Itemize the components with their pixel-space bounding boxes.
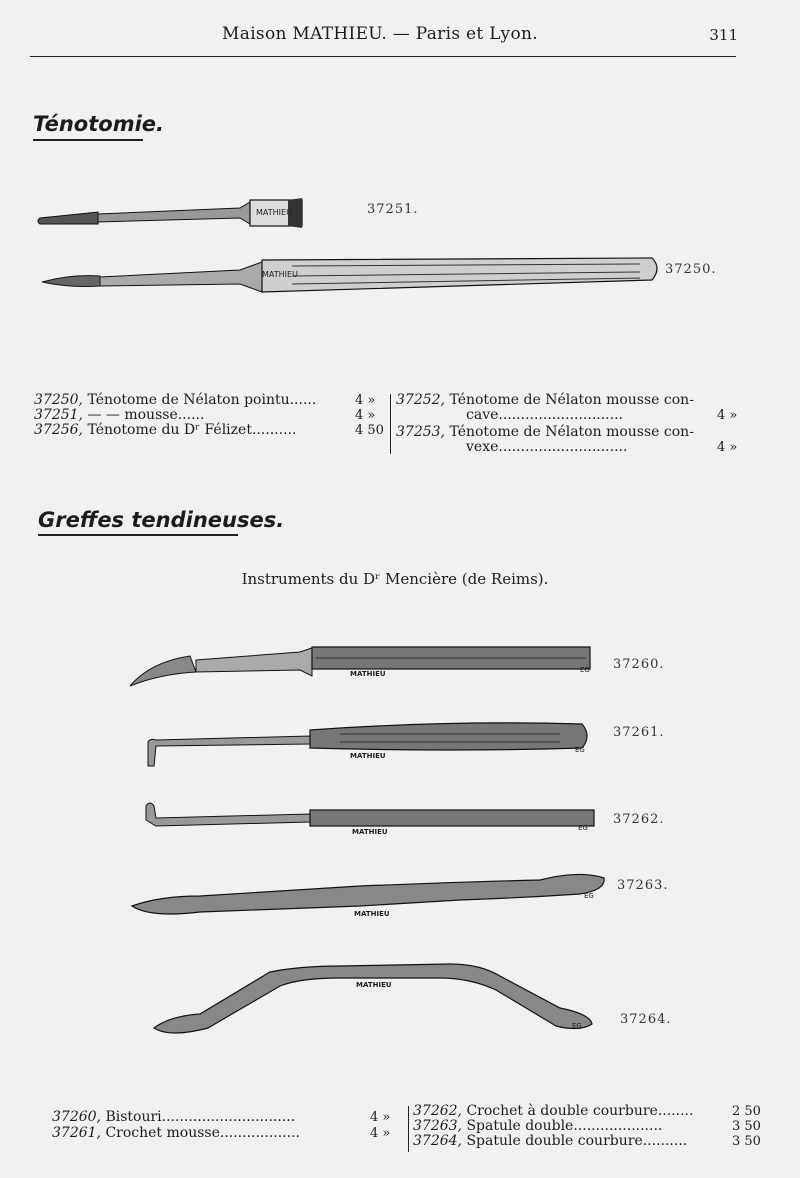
engraving-37260: MATHIEU [350,670,386,678]
figure-ref-37250: 37250. [665,262,717,277]
item-price: 2 50 [732,1104,761,1119]
engraving-37264: MATHIEU [356,981,392,989]
item-price: 4 » [717,408,738,423]
maker-mark-37264: EG [572,1022,582,1030]
catalog-item [52,1110,295,1125]
catalog-item [396,425,694,440]
item-price: 4 » [370,1110,391,1125]
catalog-item [413,1119,662,1134]
section-title-tenotomie: Ténotomie. [33,112,165,136]
maker-mark-37261: EG [575,746,585,754]
item-number: 37261, [52,1125,101,1141]
figure-ref-37262: 37262. [613,812,665,827]
crochet-37262-illustration [146,803,594,826]
figure-ref-37264: 37264. [620,1012,672,1027]
maker-mark-37262: EG [578,824,588,832]
item-price: 4 » [355,408,376,423]
item-text-continued: vexe............................. [466,439,628,455]
item-number: 37260, [52,1109,101,1125]
spatule-37263-illustration [132,874,604,914]
maker-mark-37263: EG [584,892,594,900]
item-text: Crochet à double courbure........ [466,1103,694,1119]
item-price: 4 » [717,440,738,455]
catalog-item [413,1134,687,1149]
item-number: 37253, [396,424,445,440]
item-text: Crochet mousse.................. [105,1125,300,1141]
item-number: 37252, [396,392,445,408]
catalog-item [396,393,694,408]
column-separator [408,1106,409,1152]
item-text: Spatule double.................... [466,1118,663,1134]
figure-ref-37260: 37260. [613,657,665,672]
tenotome-37250-illustration [42,258,657,292]
item-text-continued: cave............................ [466,407,623,423]
spatule-37264-illustration [154,964,592,1033]
figure-ref-37263: 37263. [617,878,669,893]
section-underline [38,534,238,536]
item-number: 37262, [413,1103,462,1119]
page-header: Maison MATHIEU. — Paris et Lyon. [222,24,538,44]
item-number: 37264, [413,1133,462,1149]
section-subtitle: Instruments du Dʳ Mencière (de Reims). [241,570,549,588]
engraving-37263: MATHIEU [354,910,390,918]
catalog-item [34,423,296,438]
item-price: 3 50 [732,1119,761,1134]
item-number: 37250, [34,392,83,408]
catalog-item [413,1104,693,1119]
item-number: 37256, [34,422,83,438]
item-text: Ténotome de Nélaton mousse con- [449,424,694,440]
item-text: Ténotome du Dʳ Félizet.......... [87,422,297,438]
bistouri-37260-illustration [130,647,590,686]
item-text: Spatule double courbure.......... [466,1133,688,1149]
engraving-37262: MATHIEU [352,828,388,836]
item-text: — — mousse...... [87,407,205,423]
item-number: 37263, [413,1118,462,1134]
page-number: 311 [709,26,738,44]
item-price: 4 » [370,1126,391,1141]
catalog-item [34,393,316,408]
section-title-greffes: Greffes tendineuses. [38,508,285,532]
item-price: 4 » [355,393,376,408]
figure-ref-37261: 37261. [613,725,665,740]
item-price: 4 50 [355,423,384,438]
item-text: Bistouri.............................. [105,1109,296,1125]
engraving-37251: MATHIEU [256,208,292,217]
catalog-item [52,1126,300,1141]
item-price: 3 50 [732,1134,761,1149]
column-separator [390,394,391,454]
maker-mark-37260: EG [580,666,590,674]
catalog-item [34,408,204,423]
item-text: Ténotome de Nélaton mousse con- [449,392,694,408]
item-number: 37251, [34,407,83,423]
item-text: Ténotome de Nélaton pointu...... [87,392,317,408]
engraving-37250: MATHIEU [262,270,298,279]
engraving-37261: MATHIEU [350,752,386,760]
figure-ref-37251: 37251. [367,202,419,217]
